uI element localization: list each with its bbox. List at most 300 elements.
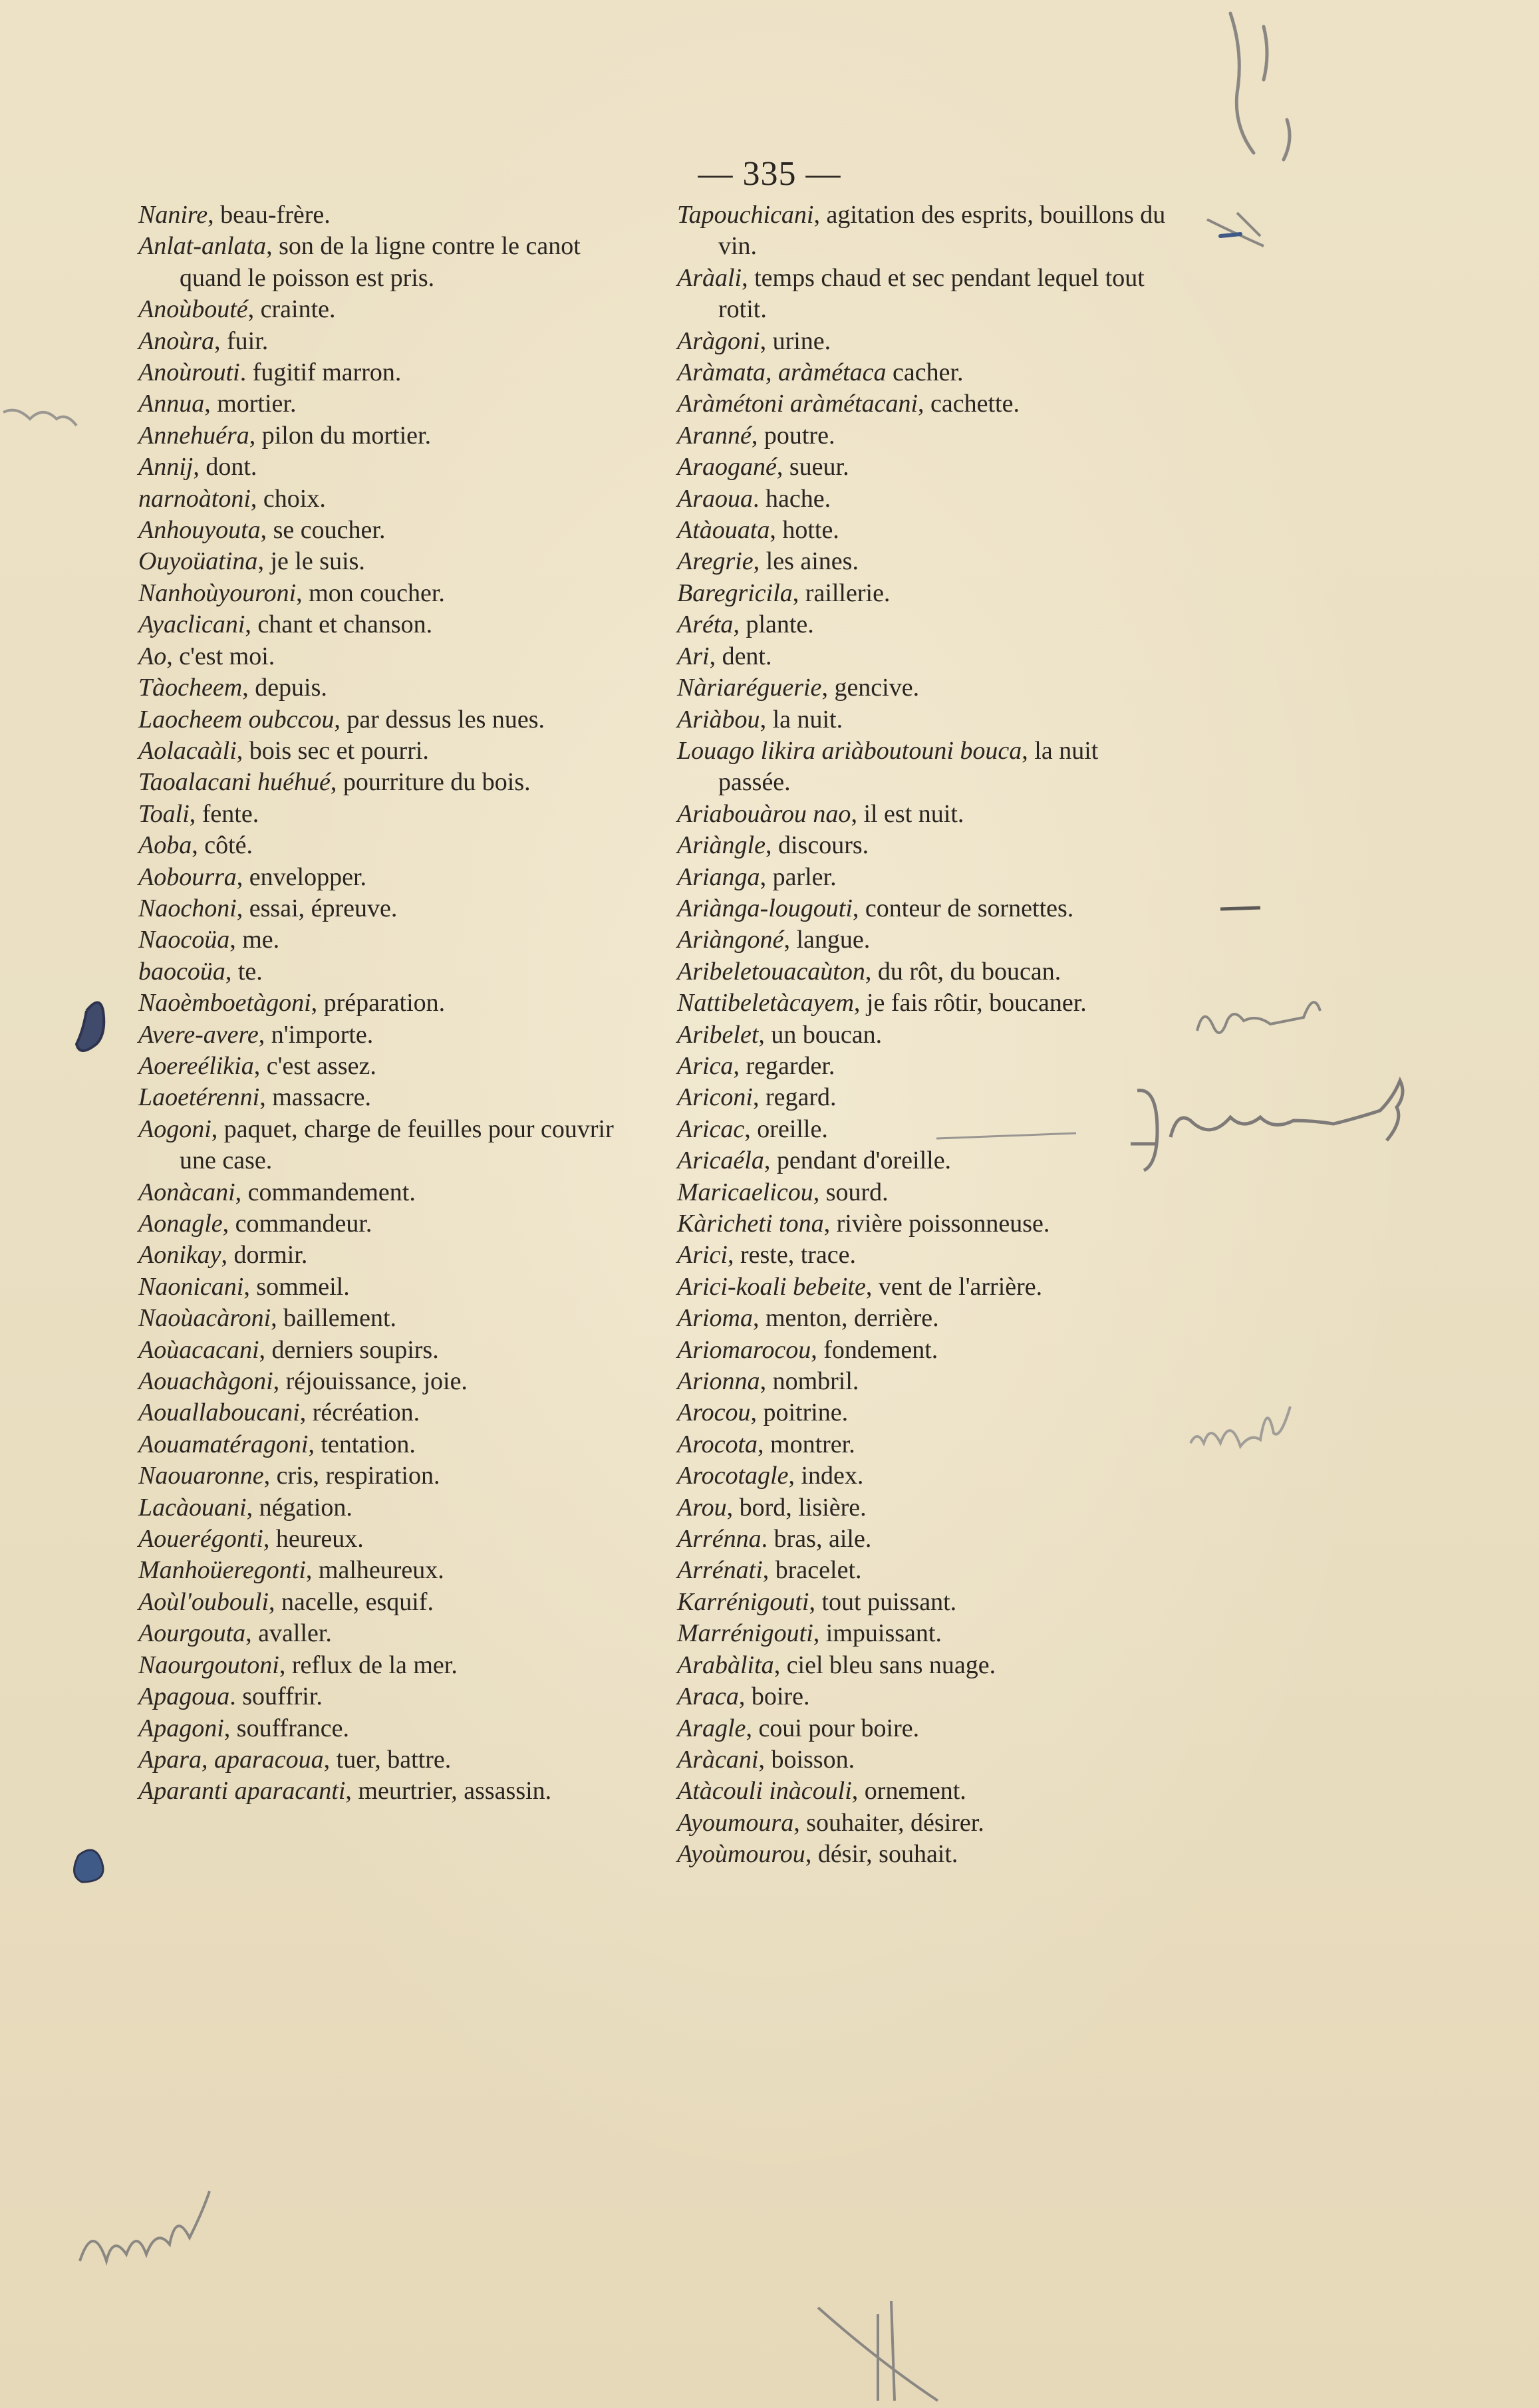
- entry-gloss: , tout puissant.: [809, 1587, 957, 1616]
- entry-gloss: , vent de l'arrière.: [865, 1272, 1043, 1301]
- entry-headword: Aoùacacani: [138, 1335, 259, 1364]
- dictionary-entry: [138, 483, 624, 515]
- entry-gloss: , paquet, charge de feuilles pour couvrir une case.: [180, 1115, 614, 1175]
- dictionary-entry: [138, 956, 624, 988]
- entry-gloss: , par dessus les nues.: [334, 705, 545, 734]
- entry-headword: Aoba: [138, 831, 192, 860]
- entry-headword: baocoüa: [138, 957, 225, 986]
- entry-headword: Aonàcani: [138, 1178, 235, 1206]
- entry-headword: Laoetérenni: [138, 1083, 260, 1112]
- dictionary-entry: [138, 546, 624, 577]
- entry-headword: Anhouyouta: [138, 516, 261, 545]
- entry-headword: Aranné: [677, 421, 752, 450]
- entry-gloss: , boisson.: [758, 1745, 855, 1774]
- dictionary-entry: [677, 1208, 1169, 1240]
- entry-gloss: , boire.: [738, 1682, 810, 1711]
- entry-gloss: . fugitif marron.: [239, 358, 402, 387]
- dictionary-entry: [138, 420, 624, 452]
- entry-gloss: , réjouissance, joie.: [273, 1367, 468, 1396]
- entry-gloss: , désir, souhait.: [805, 1840, 958, 1869]
- dictionary-entry: [677, 799, 1169, 830]
- entry-headword: Ayoùmourou: [677, 1840, 805, 1869]
- entry-headword: Apagoni: [138, 1714, 224, 1742]
- entry-headword: Atàcouli inàcouli: [677, 1777, 852, 1806]
- entry-gloss: , n'importe.: [258, 1020, 374, 1049]
- pencil-scribble-word-2: [1171, 1081, 1403, 1140]
- dictionary-entry: [138, 672, 624, 704]
- entry-gloss: , un boucan.: [758, 1020, 883, 1049]
- dictionary-entry: [677, 672, 1169, 704]
- entry-gloss: , souffrance.: [223, 1714, 349, 1742]
- entry-gloss: , urine.: [760, 327, 831, 355]
- entry-gloss: , regarder.: [733, 1051, 835, 1080]
- entry-gloss: , mortier.: [204, 390, 297, 418]
- entry-headword: Naochoni: [138, 894, 237, 922]
- entry-gloss: , c'est moi.: [166, 642, 275, 670]
- entry-gloss: , sueur.: [776, 453, 849, 481]
- dictionary-entry: [138, 357, 624, 388]
- dictionary-entry: [677, 1271, 1169, 1303]
- entry-headword: Ariàbou: [677, 705, 760, 734]
- entry-gloss: , dormir.: [221, 1241, 308, 1270]
- entry-headword: Atàouata: [677, 516, 770, 545]
- entry-headword: Nanire: [138, 201, 208, 229]
- entry-gloss: , c'est assez.: [253, 1051, 376, 1080]
- entry-gloss: , fente.: [189, 799, 259, 828]
- entry-gloss: , reste, trace.: [727, 1241, 857, 1270]
- dictionary-entry: [677, 1460, 1169, 1492]
- entry-gloss: , commandeur.: [222, 1210, 372, 1238]
- entry-headword: Naouaronne: [138, 1462, 264, 1490]
- entry-gloss: , rivière poissonneuse.: [823, 1210, 1050, 1238]
- dictionary-entry: [677, 1397, 1169, 1428]
- entry-headword: Ariàngoné: [677, 926, 784, 954]
- entry-gloss: , bord, lisière.: [726, 1493, 867, 1522]
- entry-gloss: , récréation.: [299, 1399, 420, 1427]
- entry-gloss: , cris, respiration.: [263, 1462, 440, 1490]
- entry-headword: Aràmata, aràmétaca: [677, 358, 887, 387]
- entry-headword: Avere-avere: [138, 1020, 259, 1049]
- entry-headword: Aribelet: [677, 1020, 759, 1049]
- dictionary-entry: [677, 1744, 1169, 1776]
- entry-gloss: , les aines.: [753, 547, 859, 576]
- entry-headword: Karrénigouti: [677, 1587, 809, 1616]
- entry-gloss: , menton, derrière.: [753, 1304, 939, 1333]
- dictionary-entry: [138, 1019, 624, 1051]
- entry-gloss: , beau-frère.: [208, 201, 331, 229]
- dictionary-entry: [677, 263, 1169, 326]
- entry-gloss: , meurtrier, assassin.: [345, 1777, 552, 1806]
- dictionary-entry: [677, 893, 1169, 924]
- dictionary-entry: [138, 641, 624, 672]
- ink-blot-left: [76, 1003, 104, 1051]
- entry-headword: narnoàtoni: [138, 484, 251, 513]
- left-column: [138, 200, 624, 1807]
- entry-gloss: , dont.: [193, 453, 257, 481]
- entry-gloss: , baillement.: [271, 1304, 397, 1333]
- dictionary-entry: [677, 388, 1169, 420]
- dictionary-entry: [677, 200, 1169, 263]
- entry-gloss: , me.: [229, 926, 280, 954]
- entry-headword: Aràali: [677, 263, 742, 292]
- dictionary-entry: [138, 1713, 624, 1744]
- entry-headword: Lacàouani: [138, 1493, 247, 1522]
- entry-gloss: , massacre.: [259, 1083, 371, 1112]
- entry-gloss: , pilon du mortier.: [249, 421, 432, 450]
- entry-gloss: , commandement.: [235, 1178, 416, 1206]
- entry-gloss: , derniers soupirs.: [259, 1335, 439, 1364]
- entry-gloss: , sommeil.: [243, 1272, 350, 1301]
- dictionary-entry: [677, 452, 1169, 483]
- dictionary-entry: [677, 1681, 1169, 1712]
- entry-headword: Araogané: [677, 453, 777, 481]
- dictionary-entry: [138, 1208, 624, 1240]
- entry-headword: Ariabouàrou nao: [677, 799, 851, 828]
- entry-gloss: , fuir.: [214, 327, 269, 355]
- dictionary-entry: [138, 1082, 624, 1113]
- entry-headword: Aricac: [677, 1115, 745, 1143]
- entry-gloss: , cachette.: [918, 390, 1020, 418]
- entry-gloss: , dent.: [709, 642, 772, 670]
- dictionary-entry: [677, 420, 1169, 452]
- pencil-scribble-bottom-left: [80, 2191, 210, 2261]
- entry-gloss: , tuer, battre.: [323, 1745, 452, 1774]
- entry-gloss: , essai, épreuve.: [236, 894, 398, 922]
- entry-headword: Ari: [677, 642, 710, 670]
- pencil-dash-right-1: [1220, 908, 1260, 909]
- entry-gloss: , conteur de sornettes.: [852, 894, 1074, 922]
- entry-headword: Anoùrouti: [138, 358, 240, 387]
- dictionary-entry: [138, 231, 624, 294]
- entry-headword: Manhoüeregonti: [138, 1556, 306, 1585]
- entry-headword: Aouachàgoni: [138, 1367, 273, 1396]
- entry-headword: Aràmétoni aràmétacani: [677, 390, 918, 418]
- entry-headword: Naoèmboetàgoni: [138, 989, 311, 1017]
- dictionary-entry: [138, 736, 624, 767]
- entry-headword: Tapouchicani: [677, 201, 814, 229]
- entry-headword: Anoùbouté: [138, 295, 248, 324]
- dictionary-entry: [677, 515, 1169, 546]
- dictionary-entry: [138, 1271, 624, 1303]
- entry-gloss: , te.: [225, 957, 263, 986]
- entry-headword: Nattibeletàcayem: [677, 989, 854, 1017]
- entry-headword: Nàriaréguerie: [677, 674, 822, 702]
- entry-gloss: , la nuit.: [760, 705, 843, 734]
- dictionary-entry: [677, 483, 1169, 515]
- entry-gloss: , impuissant.: [813, 1619, 942, 1648]
- entry-headword: Aragle: [677, 1714, 746, 1742]
- dictionary-entry: [138, 1776, 624, 1807]
- entry-headword: Aonikay: [138, 1241, 221, 1270]
- entry-headword: Arabàlita: [677, 1651, 774, 1679]
- entry-headword: Aràcani: [677, 1745, 759, 1774]
- entry-headword: Ayoumoura: [677, 1808, 794, 1837]
- entry-gloss: , coui pour boire.: [746, 1714, 920, 1742]
- dictionary-entry: [138, 388, 624, 420]
- entry-headword: Naonicani: [138, 1272, 244, 1301]
- entry-gloss: , du rôt, du boucan.: [865, 957, 1061, 986]
- dictionary-entry: [677, 1492, 1169, 1524]
- dictionary-entry: [138, 1051, 624, 1082]
- entry-headword: Naocoüa: [138, 926, 230, 954]
- entry-headword: Aouerégonti: [138, 1525, 263, 1553]
- dictionary-entry: [677, 641, 1169, 672]
- entry-headword: Naoùacàroni: [138, 1304, 271, 1333]
- entry-headword: Araoua: [677, 484, 753, 513]
- entry-headword: Ariànga-lougouti: [677, 894, 853, 922]
- dictionary-entry: [677, 609, 1169, 640]
- dictionary-entry: [677, 1713, 1169, 1744]
- dictionary-entry: [138, 578, 624, 609]
- entry-gloss: , mon coucher.: [296, 579, 445, 607]
- entry-gloss: , nacelle, esquif.: [269, 1587, 434, 1616]
- entry-headword: Aolacaàli: [138, 736, 237, 765]
- entry-headword: Arocota: [677, 1430, 758, 1458]
- entry-gloss: , nombril.: [760, 1367, 859, 1396]
- dictionary-entry: [138, 452, 624, 483]
- entry-gloss: , parler.: [760, 863, 837, 891]
- entry-headword: Maricaelicou: [677, 1178, 813, 1206]
- entry-gloss: , bracelet.: [762, 1556, 862, 1585]
- entry-headword: Arocou: [677, 1399, 751, 1427]
- dictionary-entry: [138, 1587, 624, 1618]
- dictionary-entry: [138, 893, 624, 924]
- dictionary-entry: [138, 1240, 624, 1271]
- entry-headword: Aogoni: [138, 1115, 211, 1143]
- entry-headword: Arionna: [677, 1367, 760, 1396]
- entry-headword: Aràgoni: [677, 327, 760, 355]
- entry-headword: Aouallaboucani: [138, 1399, 300, 1427]
- entry-headword: Louago likira ariàboutouni bouca: [677, 736, 1022, 765]
- dictionary-entry: [138, 1366, 624, 1397]
- dictionary-entry: [677, 862, 1169, 893]
- dictionary-entry: [677, 1807, 1169, 1839]
- entry-headword: Aoùl'oubouli: [138, 1587, 269, 1616]
- entry-gloss: , il est nuit.: [851, 799, 964, 828]
- dictionary-entry: [677, 578, 1169, 609]
- dictionary-entry: [138, 862, 624, 893]
- dictionary-entry: [677, 988, 1169, 1019]
- dictionary-entry: [138, 1335, 624, 1366]
- entry-headword: Ariàngle: [677, 831, 766, 860]
- dictionary-entry: [138, 830, 624, 861]
- entry-gloss: , sourd.: [813, 1178, 889, 1206]
- entry-headword: Ariomarocou: [677, 1335, 811, 1364]
- entry-headword: Annua: [138, 390, 205, 418]
- dictionary-entry: [138, 1744, 624, 1776]
- blue-ink-dash: [1220, 234, 1240, 236]
- entry-gloss: , poutre.: [751, 421, 835, 450]
- entry-headword: Arioma: [677, 1304, 753, 1333]
- dictionary-entry: [138, 767, 624, 798]
- entry-gloss: , depuis.: [242, 674, 327, 702]
- dictionary-entry: [677, 924, 1169, 956]
- entry-gloss: , envelopper.: [236, 863, 367, 891]
- entry-gloss: , poitrine.: [750, 1399, 849, 1427]
- entry-gloss: , temps chaud et sec pendant lequel tout rotit.: [718, 263, 1145, 324]
- dictionary-entry: [677, 736, 1169, 799]
- entry-headword: Arrénna: [677, 1525, 762, 1553]
- entry-headword: Arou: [677, 1493, 727, 1522]
- dictionary-entry: [677, 1555, 1169, 1586]
- entry-headword: Aribeletouacaùton: [677, 957, 865, 986]
- entry-gloss: , oreille.: [744, 1115, 828, 1143]
- entry-headword: Apagoua: [138, 1682, 230, 1711]
- entry-gloss: , préparation.: [311, 989, 446, 1017]
- entry-gloss: . souffrir.: [229, 1682, 323, 1711]
- entry-gloss: , négation.: [246, 1493, 352, 1522]
- dictionary-entry: [138, 799, 624, 830]
- entry-gloss: , discours.: [765, 831, 869, 860]
- entry-headword: Aourgouta: [138, 1619, 246, 1648]
- right-column: [677, 200, 1169, 1871]
- dictionary-entry: [677, 326, 1169, 357]
- entry-gloss: , tentation.: [308, 1430, 416, 1458]
- dictionary-entry: [677, 1366, 1169, 1397]
- entry-headword: Aricaéla: [677, 1146, 764, 1175]
- entry-headword: Aparanti aparacanti: [138, 1777, 346, 1806]
- entry-headword: Ouyoüatina: [138, 547, 258, 576]
- entry-gloss: . bras, aile.: [761, 1525, 872, 1553]
- dictionary-entry: [138, 1114, 624, 1177]
- entry-headword: Kàricheti tona: [677, 1210, 824, 1238]
- entry-headword: Araca: [677, 1682, 739, 1711]
- entry-headword: Aoereélikia: [138, 1051, 254, 1080]
- entry-gloss: , index.: [788, 1462, 864, 1490]
- dictionary-entry: [138, 515, 624, 546]
- pencil-cross-bottom: [818, 2301, 938, 2401]
- page-number: — 335 —: [698, 155, 841, 193]
- entry-headword: Aréta: [677, 610, 734, 639]
- entry-headword: Arocotagle: [677, 1462, 789, 1490]
- entry-headword: Anoùra: [138, 327, 214, 355]
- dictionary-entry: [138, 1524, 624, 1555]
- dictionary-entry: [138, 200, 624, 231]
- pencil-squiggle-top-right: [1230, 13, 1290, 160]
- dictionary-entry: [138, 1492, 624, 1524]
- entry-headword: Aregrie: [677, 547, 754, 576]
- dictionary-entry: [677, 1303, 1169, 1334]
- entry-gloss: , son de la ligne contre le canot quand le poisson est pris.: [180, 232, 581, 292]
- entry-gloss: , se coucher.: [260, 516, 386, 545]
- dictionary-entry: [677, 357, 1169, 388]
- entry-headword: Ao: [138, 642, 167, 670]
- entry-headword: Naourgoutoni: [138, 1651, 279, 1679]
- entry-gloss: , côté.: [192, 831, 253, 860]
- dictionary-entry: [138, 1397, 624, 1428]
- entry-gloss: , pendant d'oreille.: [764, 1146, 952, 1175]
- dictionary-entry: [677, 1019, 1169, 1051]
- dictionary-entry: [138, 1618, 624, 1649]
- entry-headword: Apara, aparacoua: [138, 1745, 324, 1774]
- entry-headword: Baregricila: [677, 579, 793, 607]
- dictionary-entry: [138, 1650, 624, 1681]
- entry-headword: Ayaclicani: [138, 610, 245, 639]
- entry-headword: Arrénati: [677, 1556, 763, 1585]
- dictionary-entry: [677, 1618, 1169, 1649]
- entry-headword: Laocheem oubccou: [138, 705, 335, 734]
- dictionary-entry: [677, 830, 1169, 861]
- entry-headword: Anlat-anlata: [138, 232, 267, 261]
- entry-gloss: , choix.: [250, 484, 326, 513]
- entry-gloss: , raillerie.: [792, 579, 891, 607]
- entry-gloss: , souhaiter, désirer.: [793, 1808, 984, 1837]
- ink-blot-left-2: [74, 1850, 103, 1882]
- entry-headword: Aouamatéragoni: [138, 1430, 309, 1458]
- entry-gloss: , je fais rôtir, boucaner.: [853, 989, 1087, 1017]
- entry-gloss: , agitation des esprits, bouillons du vin.: [718, 201, 1166, 261]
- dictionary-entry: [138, 1177, 624, 1208]
- entry-gloss: , pourriture du bois.: [330, 768, 531, 797]
- dictionary-entry: [677, 1524, 1169, 1555]
- entry-gloss: , ciel bleu sans nuage.: [773, 1651, 996, 1679]
- dictionary-entry: [677, 704, 1169, 736]
- entry-gloss: , ornement.: [851, 1777, 966, 1806]
- dictionary-entry: [677, 1429, 1169, 1460]
- dictionary-entry: [677, 956, 1169, 988]
- entry-gloss: cacher.: [886, 358, 964, 387]
- entry-gloss: , langue.: [783, 926, 871, 954]
- pencil-scribble-word-1: [1197, 1002, 1320, 1033]
- dictionary-entry: [677, 1776, 1169, 1807]
- dictionary-entry: [677, 1177, 1169, 1208]
- dictionary-entry: [138, 1429, 624, 1460]
- entry-gloss: , heureux.: [263, 1525, 364, 1553]
- entry-gloss: , fondement.: [811, 1335, 938, 1364]
- entry-headword: Aonagle: [138, 1210, 223, 1238]
- dictionary-entry: [138, 1303, 624, 1334]
- entry-gloss: , avaller.: [245, 1619, 332, 1648]
- entry-gloss: , chant et chanson.: [245, 610, 433, 639]
- dictionary-entry: [677, 1082, 1169, 1113]
- dictionary-entry: [677, 1114, 1169, 1145]
- entry-headword: Annij: [138, 453, 194, 481]
- pencil-arrow-mark: [1207, 213, 1264, 246]
- pencil-mark-left-top: [3, 410, 76, 426]
- entry-headword: Marrénigouti: [677, 1619, 813, 1648]
- entry-headword: Arianga: [677, 863, 760, 891]
- entry-headword: Nanhoùyouroni: [138, 579, 297, 607]
- dictionary-entry: [138, 924, 624, 956]
- entry-headword: Tàocheem: [138, 674, 243, 702]
- dictionary-entry: [138, 609, 624, 640]
- entry-headword: Annehuéra: [138, 421, 249, 450]
- entry-gloss: , bois sec et pourri.: [236, 736, 429, 765]
- entry-headword: Toali: [138, 799, 190, 828]
- entry-headword: Taoalacani huéhué: [138, 768, 331, 797]
- dictionary-entry: [677, 1240, 1169, 1271]
- entry-headword: Arici-koali bebeite: [677, 1272, 866, 1301]
- dictionary-entry: [677, 546, 1169, 577]
- entry-gloss: , je le suis.: [257, 547, 365, 576]
- entry-gloss: , gencive.: [821, 674, 920, 702]
- entry-gloss: , plante.: [733, 610, 814, 639]
- dictionary-entry: [677, 1335, 1169, 1366]
- entry-gloss: , reflux de la mer.: [279, 1651, 458, 1679]
- dictionary-entry: [677, 1145, 1169, 1176]
- dictionary-entry: [138, 1555, 624, 1586]
- dictionary-entry: [138, 294, 624, 325]
- entry-gloss: , montrer.: [758, 1430, 855, 1458]
- dictionary-entry: [138, 326, 624, 357]
- dictionary-entry: [138, 988, 624, 1019]
- entry-headword: Aobourra: [138, 863, 237, 891]
- dictionary-entry: [677, 1650, 1169, 1681]
- dictionary-entry: [138, 1460, 624, 1492]
- dictionary-entry: [677, 1839, 1169, 1870]
- dictionary-entry: [138, 1681, 624, 1712]
- entry-gloss: , regard.: [752, 1083, 837, 1112]
